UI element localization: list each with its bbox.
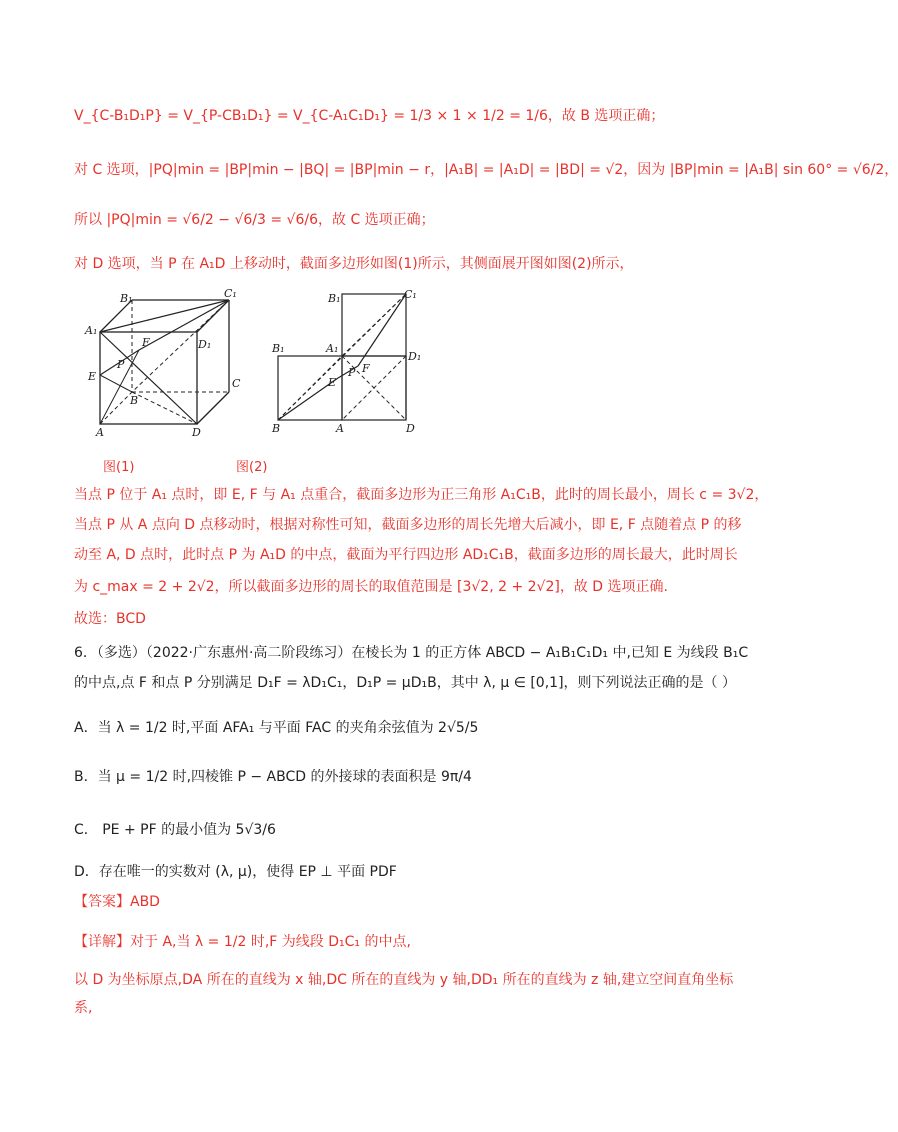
detail-line-1: 【详解】对于 A,当 λ = 1/2 时,F 为线段 D₁C₁ 的中点,: [74, 934, 411, 950]
fig1-label-p: P: [117, 358, 125, 371]
figure-1-caption: 图(1): [103, 460, 135, 475]
fig2-label-b1-left: B₁: [272, 342, 285, 355]
fig2-label-b: B: [272, 422, 281, 435]
perimeter-max-line: 动至 A, D 点时，此时点 P 为 A₁D 的中点，截面为平行四边形 AD₁C₁B，截面多边形的周长最大，此时周长: [74, 547, 738, 563]
fig2-label-p: P: [348, 366, 356, 379]
fig1-label-f: F: [142, 336, 150, 349]
option-c-analysis-line: 对 C 选项，|PQ|min = |BP|min − |BQ| = |BP|min − r，|A₁B| = |A₁D| = |BD| = √2，因为 |BP|min = |A₁B| sin 60° = √6/2，: [74, 162, 898, 178]
fig2-label-f: F: [362, 362, 370, 375]
option-c-conclusion-line: 所以 |PQ|min = √6/2 − √6/3 = √6/6，故 C 选项正确；: [74, 212, 435, 228]
fig1-label-b1: B₁: [120, 292, 133, 305]
fig1-label-c: C: [232, 377, 241, 390]
answer-line: 【答案】ABD: [74, 894, 160, 910]
fig1-label-b: B: [130, 394, 139, 407]
fig2-label-c1: C₁: [404, 288, 417, 301]
fig2-label-d1: D₁: [408, 350, 422, 363]
answer-choice-line: 故选：BCD: [74, 611, 146, 627]
option-b: B．当 μ = 1/2 时,四棱锥 P − ABCD 的外接球的表面积是 9π/4: [74, 769, 472, 785]
option-d-intro-line: 对 D 选项，当 P 在 A₁D 上移动时，截面多边形如图(1)所示，其侧面展开图如图(2)所示，: [74, 256, 634, 272]
option-a: A．当 λ = 1/2 时,平面 AFA₁ 与平面 FAC 的夹角余弦值为 2√5/5: [74, 720, 479, 736]
perimeter-range-line: 为 c_max = 2 + 2√2，所以截面多边形的周长的取值范围是 [3√2, 2 + 2√2]，故 D 选项正确.: [74, 579, 668, 595]
fig2-label-a: A: [336, 422, 344, 435]
fig1-label-c1: C₁: [224, 287, 237, 300]
fig1-label-a: A: [96, 426, 104, 439]
fig2-label-b1-top: B₁: [328, 292, 341, 305]
volume-equation-line: V_{C-B₁D₁P} = V_{P-CB₁D₁} = V_{C-A₁C₁D₁} = 1/3 × 1 × 1/2 = 1/6，故 B 选项正确；: [74, 108, 665, 124]
fig2-label-a1: A₁: [326, 342, 339, 355]
perimeter-trend-line: 当点 P 从 A 点向 D 点移动时，根据对称性可知，截面多边形的周长先增大后减小，即 E, F 点随着点 P 的移: [74, 517, 742, 533]
fig1-label-e: E: [88, 370, 97, 383]
detail-line-3: 系,: [74, 1000, 93, 1016]
question-6-line-1: 6．（多选）（2022·广东惠州·高二阶段练习）在棱长为 1 的正方体 ABCD − A₁B₁C₁D₁ 中,已知 E 为线段 B₁C: [74, 645, 749, 661]
fig1-label-d1: D₁: [198, 338, 212, 351]
option-c: C． PE + PF 的最小值为 5√3/6: [74, 822, 276, 838]
figure-2-net: [270, 290, 420, 444]
figure-1-cube: [84, 287, 254, 444]
perimeter-min-line: 当点 P 位于 A₁ 点时，即 E, F 与 A₁ 点重合，截面多边形为正三角形 A₁C₁B，此时的周长最小，周长 c = 3√2，: [74, 487, 769, 503]
option-d: D．存在唯一的实数对 (λ, μ)，使得 EP ⊥ 平面 PDF: [74, 864, 397, 880]
fig1-label-a1: A₁: [85, 324, 98, 337]
figure-2-caption: 图(2): [236, 460, 268, 475]
fig2-label-e: E: [328, 376, 337, 389]
fig2-label-d: D: [406, 422, 415, 435]
fig1-label-d: D: [192, 426, 201, 439]
detail-line-2: 以 D 为坐标原点,DA 所在的直线为 x 轴,DC 所在的直线为 y 轴,DD₁ 所在的直线为 z 轴,建立空间直角坐标: [74, 972, 734, 988]
question-6-line-2: 的中点,点 F 和点 P 分别满足 D₁F = λD₁C₁，D₁P = μD₁B，其中 λ, μ ∈ [0,1]，则下列说法正确的是（ ）: [74, 675, 736, 691]
